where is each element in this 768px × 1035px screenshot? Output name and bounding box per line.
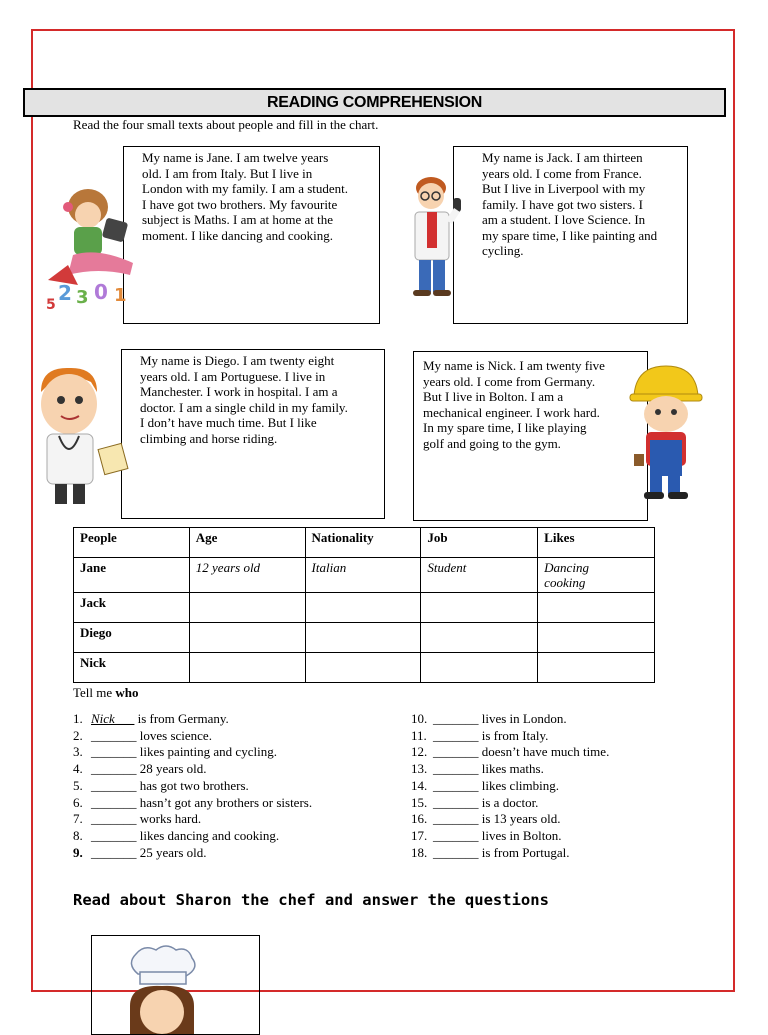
sharon-section-heading: Read about Sharon the chef and answer the questions (73, 891, 549, 909)
svg-text:0: 0 (94, 280, 108, 304)
question-number: 11. (411, 727, 427, 743)
row-name: Jack (74, 593, 190, 623)
question-item (411, 778, 609, 795)
svg-text:2: 2 (58, 281, 72, 305)
answer-blank[interactable]: _______ (91, 844, 137, 860)
question-number: 16. (411, 811, 428, 827)
question-item (73, 845, 312, 862)
question-number: 9. (73, 844, 83, 860)
answer-blank[interactable]: _______ (91, 727, 137, 743)
diego-line: My name is Diego. I am twenty eight (140, 353, 335, 368)
answer-blank[interactable]: _______ (91, 811, 137, 827)
doctor-icon (31, 362, 131, 512)
answer-blank[interactable]: _______ (433, 844, 479, 860)
tellme-prefix: Tell me (73, 685, 116, 700)
jane-line: London with my family. I am a student. (142, 181, 349, 196)
likes-cell[interactable] (538, 623, 655, 653)
likes-cell[interactable] (538, 653, 655, 683)
answer-blank[interactable]: _______ (433, 727, 479, 743)
jack-text-box (453, 146, 688, 324)
table-row (74, 623, 655, 653)
nationality-cell[interactable] (305, 593, 421, 623)
questions-right-column (411, 711, 609, 861)
diego-line: years old. I am Portuguese. I live in (140, 368, 326, 384)
likes-cell[interactable] (538, 558, 655, 593)
chart-header-row (74, 528, 655, 558)
question-item (411, 761, 609, 778)
question-text: is from Germany. (134, 711, 229, 726)
age-cell[interactable] (189, 623, 305, 653)
jack-line: am a student. I love Science. In (482, 212, 646, 227)
jack-line: years old. I come from France. (482, 165, 642, 181)
answer-blank[interactable]: _______ (433, 761, 479, 777)
question-item (411, 828, 609, 845)
question-text: likes maths. (478, 761, 544, 777)
question-text: lives in Bolton. (478, 827, 562, 843)
question-text: is from Portugal. (478, 844, 570, 860)
jack-line: My name is Jack. I am thirteen (482, 150, 643, 165)
page-title: READING COMPREHENSION (23, 88, 726, 117)
question-number: 5. (73, 777, 83, 793)
question-number: 13. (411, 761, 428, 777)
chef-icon (122, 944, 202, 1034)
question-item (411, 795, 609, 812)
jane-line: subject is Maths. I am at home at the (142, 212, 333, 227)
question-item (73, 778, 312, 795)
jack-line: family. I have got two sisters. I (482, 196, 643, 212)
question-text: likes dancing and cooking. (136, 827, 280, 843)
question-item (411, 744, 609, 761)
question-item (73, 811, 312, 828)
question-number: 7. (73, 811, 83, 827)
age-cell[interactable] (189, 593, 305, 623)
question-text: is 13 years old. (478, 811, 561, 827)
question-item (73, 761, 312, 778)
question-number: 17. (411, 827, 428, 843)
likes-line: Dancing (544, 560, 589, 575)
question-number: 6. (73, 794, 83, 810)
question-text: is a doctor. (478, 794, 539, 810)
question-text: works hard. (136, 811, 202, 827)
header-age: Age (189, 528, 305, 558)
question-number: 3. (73, 744, 83, 760)
jane-line: moment. I like dancing and cooking. (142, 227, 333, 243)
answer-blank[interactable]: _______ (91, 827, 137, 843)
job-cell[interactable]: Student (421, 558, 538, 593)
job-cell[interactable] (421, 653, 538, 683)
nick-line: years old. I come from Germany. (423, 373, 596, 389)
diego-line: I don’t have much time. But I like (140, 415, 317, 430)
header-nationality: Nationality (305, 528, 421, 558)
job-cell[interactable] (421, 593, 538, 623)
diego-line: Manchester. I work in hospital. I am a (140, 384, 338, 399)
likes-line: cooking (544, 575, 586, 590)
question-item (73, 711, 312, 728)
nationality-cell[interactable]: Italian (305, 558, 421, 593)
questions-left-column (73, 711, 312, 861)
row-name: Diego (74, 623, 190, 653)
svg-text:1: 1 (114, 285, 127, 306)
answer-blank[interactable]: _______ (91, 761, 137, 777)
question-number: 15. (411, 794, 428, 810)
question-item (73, 728, 312, 745)
question-text: lives in London. (478, 711, 567, 726)
question-text: likes climbing. (478, 777, 560, 793)
table-row (74, 653, 655, 683)
row-name: Jane (74, 558, 190, 593)
nick-line: mechanical engineer. I work hard. (423, 404, 600, 420)
diego-line: doctor. I am a single child in my family. (140, 399, 348, 415)
diego-line: climbing and horse riding. (140, 430, 278, 446)
jane-line: old. I am from Italy. But I live in (142, 165, 313, 181)
question-number: 14. (411, 777, 428, 793)
jack-line: But I live in Liverpool with my (482, 181, 646, 196)
nick-text-box (413, 351, 648, 521)
likes-cell[interactable] (538, 593, 655, 623)
answer-blank[interactable]: _______ (91, 744, 137, 760)
question-text: likes painting and cycling. (136, 744, 277, 760)
nick-line: In my spare time, I like playing (423, 420, 587, 435)
question-number: 1. (73, 711, 83, 726)
question-text: hasn’t got any brothers or sisters. (136, 794, 313, 810)
question-item (73, 828, 312, 845)
question-number: 12. (411, 744, 428, 760)
info-chart (73, 527, 655, 683)
nick-line: golf and going to the gym. (423, 435, 561, 451)
answer-blank[interactable]: Nick___ (91, 711, 135, 726)
question-text: has got two brothers. (136, 777, 249, 793)
tellme-bold: who (115, 685, 139, 700)
question-text: 25 years old. (136, 844, 207, 860)
question-item (411, 811, 609, 828)
job-cell[interactable] (421, 623, 538, 653)
answer-blank[interactable]: _______ (433, 827, 479, 843)
girl-with-calculator-icon (38, 185, 142, 315)
answer-blank[interactable]: _______ (433, 777, 479, 793)
age-cell[interactable] (189, 653, 305, 683)
table-row (74, 593, 655, 623)
jane-line: I have got two brothers. My favourite (142, 196, 338, 212)
instruction-text: Read the four small texts about people and fill in the chart. (73, 117, 379, 132)
jack-line: my spare time, I like painting and (482, 227, 658, 243)
question-item (411, 711, 609, 728)
answer-blank[interactable]: _______ (433, 794, 479, 810)
nationality-cell[interactable] (305, 623, 421, 653)
svg-text:5: 5 (46, 297, 56, 313)
jack-line: cycling. (482, 243, 524, 258)
row-name: Nick (74, 653, 190, 683)
question-number: 18. (411, 844, 428, 860)
answer-blank[interactable]: _______ (91, 794, 137, 810)
answer-blank[interactable]: _______ (433, 811, 479, 827)
header-likes: Likes (538, 528, 655, 558)
tell-me-who-heading (73, 685, 139, 701)
diego-text-box (121, 349, 385, 519)
question-number: 10. (411, 711, 428, 726)
construction-worker-icon (628, 362, 706, 502)
table-row (74, 558, 655, 593)
answer-blank[interactable]: _______ (433, 744, 479, 760)
header-job: Job (421, 528, 538, 558)
question-item (411, 845, 609, 862)
svg-text:3: 3 (76, 287, 89, 308)
question-item (411, 728, 609, 745)
question-number: 4. (73, 761, 83, 777)
question-item (73, 744, 312, 761)
question-number: 2. (73, 727, 83, 743)
jane-line: My name is Jane. I am twelve years (142, 150, 329, 165)
question-number: 8. (73, 827, 83, 843)
question-item (73, 795, 312, 812)
question-text: 28 years old. (136, 761, 207, 777)
boy-scientist-icon (405, 172, 473, 300)
header-people: People (74, 528, 190, 558)
question-text: loves science. (136, 727, 212, 743)
question-text: doesn’t have much time. (478, 744, 610, 760)
chef-picture-box (91, 935, 260, 1035)
jane-text-box (123, 146, 380, 324)
question-text: is from Italy. (478, 727, 549, 743)
nick-line: But I live in Bolton. I am a (423, 389, 564, 404)
age-cell[interactable]: 12 years old (189, 558, 305, 593)
answer-blank[interactable]: _______ (433, 711, 479, 726)
answer-blank[interactable]: _______ (91, 777, 137, 793)
nick-line: My name is Nick. I am twenty five (423, 358, 605, 373)
nationality-cell[interactable] (305, 653, 421, 683)
